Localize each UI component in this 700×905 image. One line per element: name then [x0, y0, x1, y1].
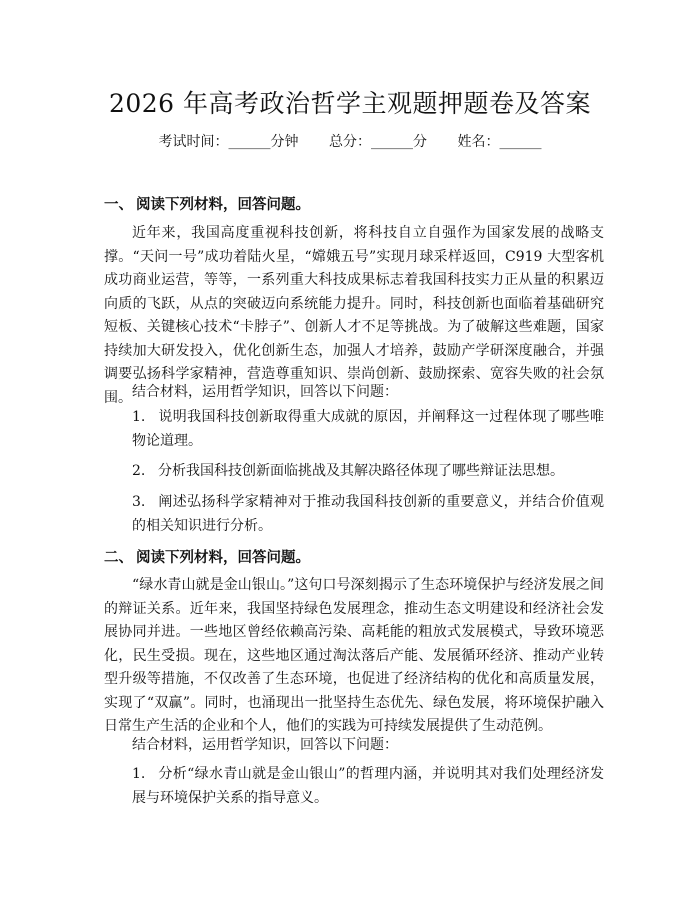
total-score-field: 总分：______分: [329, 134, 427, 150]
section-1-number: 一、: [104, 196, 133, 213]
question-text: 分析“绿水青山就是金山银山”的哲理内涵，并说明其对我们处理经济发展与环境保护关系的指导意义。: [132, 766, 604, 806]
section-1-question-2: [104, 460, 604, 484]
section-2-prompt: 结合材料，运用哲学知识，回答以下问题：: [132, 737, 398, 753]
exam-meta: [0, 131, 700, 151]
section-1-title: 阅读下列材料，回答问题。: [136, 196, 310, 213]
exam-time-field: 考试时间：______分钟: [158, 134, 299, 150]
section-1-question-3: [104, 491, 604, 538]
question-text: 分析我国科技创新面临挑战及其解决路径体现了哪些辩证法思想。: [158, 463, 564, 479]
question-number: 3.: [132, 494, 146, 510]
page-title: 2026 年高考政治哲学主观题押题卷及答案: [108, 89, 592, 118]
section-1-question-1: [104, 406, 604, 453]
question-number: 2.: [132, 463, 146, 479]
section-2-material: “绿水青山就是金山银山。”这句口号深刻揭示了生态环境保护与经济发展之间的辩证关系。近年来，我国坚持绿色发展理念，推动生态文明建设和经济社会发展协同并进。一些地区曾经依赖高污染、高耗能的粗放式发展模式，导致环境恶化，民生受损。现在，这些地区通过淘汰落后产能、发展循环经济、推动产业转型升级等措施，不仅改善了生态环境，也促进了经济结构的优化和高质量发展，实现了“双赢”。同时，也涌现出一批坚持生态优先、绿色发展，将环境保护融入日常生产生活的企业和个人，他们的实践为可持续发展提供了生动范例。: [104, 577, 604, 734]
section-2-title: 阅读下列材料，回答问题。: [136, 549, 310, 566]
section-2-number: 二、: [104, 549, 133, 566]
section-1-material: 近年来，我国高度重视科技创新，将科技自立自强作为国家发展的战略支撑。“天问一号”成功着陆火星，“嫦娥五号”实现月球采样返回，C919 大型客机成功商业运营，等等，一系列重大科技成果标志着我国科技实力正从量的积累迈向质的飞跃，从点的突破迈向系统能力提升。同时，科技创新也面临着基础研究短板、关键核心技术“卡脖子”、创新人才不足等挑战。为了破解这些难题，国家持续加大研发投入，优化创新生态，加强人才培养，鼓励产学研深度融合，并强调要弘扬科学家精神，营造尊重知识、崇尚创新、鼓励探索、宽容失败的社会氛围。: [104, 225, 604, 406]
question-number: 1.: [132, 409, 146, 425]
section-2-heading: [104, 546, 310, 567]
question-text: 说明我国科技创新取得重大成就的原因，并阐释这一过程体现了哪些唯物论道理。: [132, 409, 604, 449]
section-1-heading: [104, 193, 310, 214]
section-2-question-1: [104, 763, 604, 810]
section-1-prompt: 结合材料，运用哲学知识，回答以下问题：: [132, 384, 398, 400]
question-text: 阐述弘扬科学家精神对于推动我国科技创新的重要意义，并结合价值观的相关知识进行分析。: [132, 494, 604, 534]
question-number: 1.: [132, 766, 146, 782]
name-field: 姓名：______: [457, 134, 542, 150]
